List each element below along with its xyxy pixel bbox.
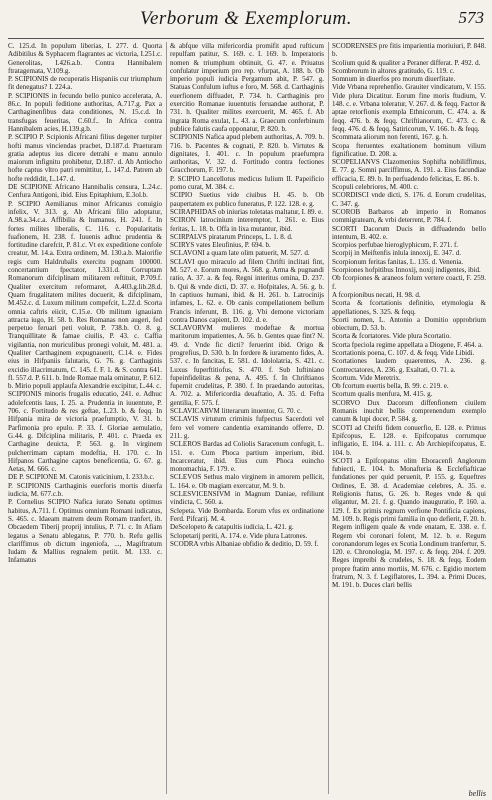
- index-column-left: [8, 42, 162, 794]
- index-entry: Scorta & fcortatores. Vide plura Scortatio.: [332, 332, 452, 341]
- index-entry: SCIRON latrocinium interemptor, I. 261. e. Eius feritas, L. 18. b. Offa in lixa mutantur, ibid.: [170, 216, 324, 233]
- index-column-middle: [166, 42, 324, 794]
- index-entry: SCORDISCI vnde dicti, S. 176. d. Eorum crudelitas, C. 347. g.: [332, 191, 486, 208]
- index-entry: DE P. SCIPIONE M. Catonis vaticinium, I. 233.b.c.: [8, 473, 155, 482]
- index-columns: [8, 42, 486, 794]
- page-number: 573: [458, 8, 484, 27]
- index-entry: SCORTI Dacorum Ducis in diffuadendo bello intentum, B. 402. e.: [332, 224, 486, 241]
- index-entry: Scortum. Vide Meretrix.: [332, 373, 401, 382]
- index-entry: SCLAVIS virtutum criminis fufpectus Sacerdoti vel fero vel vomere candentia examinando offerre, D. 211. g.: [170, 415, 324, 440]
- index-entry: SCLAVICARVM litterarum inuentor, G. 70. c.: [170, 407, 302, 416]
- index-entry: P. SCIPIO P. Scipionis Africani filius degener turpiter hofti manus vinciendas pracbet, D.187.d. Praeturam gratia adeptus ius dicere detrahi e manu annulo maiorum infignitu prohibetur, D.187. d. Ab Antiocho hofte captus vltro patri remittitur, L. 147.d. Patrem ab hofte reddidit, L.147. d.: [8, 133, 162, 183]
- index-entry: P. SCIPIONIS Carthaginis euerforis mortis diuerfa iudicia, M. 677.c.b.: [8, 481, 162, 499]
- index-entry: SCLAVORVM mulieres modeftae & mortua maritorum impatientes, A. 56. b. Gentes quae fint? N. 49. d. Vnde fic dicti? feruerint ibid. Origo & progrefius, D. 530. b. In fordere & iuramento fides, A. 537. c. In fancitas, E. 581. d. Idololatria, S. 421. c. Luxus fuperftitiofus, S. 470. f. Sub Iuftiniano fupeinfidelitas & pena, A. 495. f. In Chriftianos fupernit crudelitas, P. 380. f. In praedando autoritas, A. 702. a. Mifericordia deuaftatio, A. 35. d. Fefta gentilia, F. 575. f.: [170, 324, 324, 407]
- index-entry: DeScelopeto & catapultis iudicia, L. 421. g.: [170, 523, 294, 532]
- index-entry: SCLESVICENSIVM in Magnum Daniae, refiliunt vindicta, C. 560. a.: [170, 490, 324, 507]
- index-entry: A fcorpionibus necati, H. 98. d.: [332, 290, 421, 299]
- index-entry: Scorti nomen, L. Antonio a Domitio opprobrium obiectum, D. 53. b.: [332, 315, 486, 333]
- index-entry: Somnum in diuerfos pro morum diuerfitate.: [332, 75, 456, 84]
- index-entry: DE SCIPIONE Africano Hannibalis censura, L.24.c. Cenfura Antigoni, ibid. Eius Epitaphium, E.3ol.b.: [8, 183, 162, 200]
- index-entry: SCOTI ad Chrifti fidem conuerfio, E. 128. e. Primus Epifcopus, E. 128. e. Epifcopatus corrumque infligatio, E. 104. a. 111. c. Ab Archiepifcopatus, E. 104. b.: [332, 423, 486, 457]
- catchword: bellis: [468, 789, 486, 798]
- index-entry: SCIPIO Suetius vide ciuibus H. 45. b. Ob paupertatem ex publico funeratus, P. 122. 128. e. g.: [170, 191, 324, 208]
- index-entry: Scorpiones hofpitibus Innoxij, noxij indigentes, ibid.: [332, 266, 481, 275]
- index-entry: Scorpionum feritas fanitas, L. 135. d. Venenia.: [332, 257, 464, 266]
- index-entry: P. SCIPIO Aemilianus minor Africanus conuigio infelix, V. 313. g. Ab Africani filio adoptatur, A.98.a.34.c.a. Affibilia & humanus, H. 241. f. In fortes milites liberalis, C. 116. c. Popularitatis fuafionem, H. 238. f. Iuuenis adhuc prudentia & fortitudine clarefcit, P. 81.c. Vt ex expeditione confole creatur, M. 14.a. Extra ordinem, M. 130.a.b. Maiorifie regis cum Haldrubalis exercitu pugnam 100000. concertantium fpectator, I.331.d. Corruptam Romanorum difciplinam militarem reftituit, P.709.f. Qualiter exercitum reformaret, A.403.g.lib.28.d. Quam frugalitatem milites docuerit, & difciplinam, M.452.c. d. Luxum militum compefcit, L.22.d. Scorta omnia caftris eiicit, C.15.e. Ob militum ignauiam attracta iugo, H. 58. b. Res Romanas non augeri, fed perpetuo feruari peti voluit, P. 738.b. O. 8. g. Tranquillitate & famae ciuilis, P. 43. c. Caffia vigilantia, non muriculibus pronegi voluit, M. 481. a. Qualiter Carthaginem expugnauerit, C.14. e. Fides eius in Hifpaniis falutaris, G. 76. g. Carthaginis excidio illacrimatum, C. 145. f. F. 1. & S. contra 641. fl. 557.d. P. 611. b. Inde Romae mala ominatur, P. 612. b. Mirio populi applaufa Alexandrie excipitur, L.44. c.: [8, 199, 162, 391]
- index-entry: Ob fcortum euertis bella, B. 99. c. 219. e.: [332, 382, 449, 391]
- index-entry: SCOPELIANVS Clazomenius Sophifta nobiliffimus, E. 77. g. Somni parciffimus, A. 191. a. Eius facundiae efficacia, E. 89. b. In perfuadendo felicitas, E. 86. b.: [332, 158, 486, 183]
- index-entry: Scopuli celebriores, M. 400. c.: [332, 183, 419, 192]
- index-entry: P. SCIPIONIS de recuperatis Hispaniis cur triumphum fit denegatus? I. 224.a.: [8, 75, 162, 92]
- index-entry: SCOROB Barbaros ab imperio in Romanos commigrateam, & vrbi deterrent, P. 784. f.: [332, 207, 486, 225]
- index-entry: Ob fcorpiones & araneos folum vertere coacti, F. 259. f.: [332, 274, 486, 291]
- index-entry: Scorta fpeciola regime appellata a Diogene, F. 464. a.: [332, 340, 483, 349]
- index-entry: Vide Vrbana reprehenfio. Grauiter vindicatum, V. 155. Vide plura Dicatitur. Eorum fine moris ftudium, V. 148. c. e. Vrbana toleratur, V. 267. d. & feqq. Factor & aptae retorfionis exempla Ethnicorum, C. 474. a. & feqq. 476. b. & feqq. Chriftianorum, C. 473. c. & feqq. 476. d. & feqq. Satiricorum, V. 166. b. & feqq.: [332, 83, 486, 133]
- index-entry: Scortum qualis menfura, M. 415. g.: [332, 390, 433, 399]
- index-entry: Scortationes laudem quaerentes, A. 236. g. Contrectatores, A. 236. g. Exaltati, O. 71. a.: [332, 357, 486, 374]
- index-entry: Scorpij in Meiftenfis inlula innoxij, E. 347. d.: [332, 249, 461, 258]
- page-header: [0, 6, 492, 36]
- running-head: Verborum & Exemplorum.: [139, 8, 353, 29]
- index-entry: Scolium quid & qualiter a Peraner differat. P. 492. d.: [332, 58, 481, 67]
- index-entry: P. SCIPIONIS in fecundo bello punico accelerata, A. 86.c. In populi feditione authoritas, A.717.g. Pax a Carthaginenfibus data conditiones, N. 15.c.d. In transfugas feueritas, C.60.f.. In Africa contra Hannibalem acies, H.139.g.b.: [8, 91, 162, 133]
- index-entry: Scombrorum in altores gratitudo, G. 119. c.: [332, 66, 455, 75]
- index-entry: SCIRAPHIDAS ob iniurias toletatas maltatur, I. 89. e.: [170, 207, 323, 216]
- index-entry: SCLEVOS Sethus malo virginem in amorem pellicit, L. 164. e. Ob magiam exercatur, M. 9. b.: [170, 473, 324, 490]
- index-entry: Scommata aliorum non ferenti, 167. g. h.: [332, 133, 448, 142]
- index-entry: SCIRYS vates Eleufinius, P. 694. b.: [170, 241, 271, 250]
- index-entry: SCLAVI quo miraculo ad filem Chrifti inclitati fint, M. 527. e. Eorum mores, A. 568. g. Arma & pugnandi ratio, A. 37. a. & feq. Regni interitus omina, D. 237. b. Qui & vnde dicti, D. 37. e. Hofpitales, A. 56. g. b. In captiuos humani, ibid. & H. 261. b. Latrocinijs infames, L. 62. e. Ob canis compellationem bellum Francis inferunt, B. 116. g. Vbi demone victoriam contra Danos capient, D. 102. d. e.: [170, 257, 324, 324]
- index-entry: Sclopetarij periti, A. 174. e. Vide plura Latrones.: [170, 531, 308, 540]
- index-entry: Scorpios perfubae hieroglyphicum, F. 271. f.: [332, 241, 459, 250]
- index-entry: Sclepeta. Vide Bombarda. Eorum vfus ex ordinatione Ferd. Pifcarij. M. 4.: [170, 506, 324, 523]
- index-entry: SCIPIONIS Nafica apud plebem authoritas, A. 709. b. 716. b. Pacentes & cognati, P. 820. b. Virtutes & dignitates, I. 401. c. In populum praefumpra authoritas, V. 32. d. Fortitudo contra fectiones Gracchorum, F. 197. b.: [170, 133, 324, 175]
- index-entry: SCODRENSES pre fitis imparientia moriuiuri, P. 848. b.: [332, 42, 486, 59]
- index-entry: P. Cornelius SCIPIO Nafica iurato Senatu optimus habitus, A.711. f. Optimus omnium Romani iudicatus, S. 465. c. Idaeam matrem deum Romam tranfert, ib. Obcaedem Tiberij proprij intulius, P. 71. c. In Afiam legatus a Senatu ablegatus, P. 770. b. Refu gellis clariffimus ob dictum ingeniofa, ..., Magiftratum Iudam & Mallius regnalem petiit. M. 133. c. Infamatus: [8, 498, 162, 565]
- index-entry: P. SCIPIO Lancellotus medicus Iulium II. Papeificio pomo curat, M. 384. c.: [170, 174, 324, 192]
- index-entry: C. 125.d. In populum liberias, I. 277. d. Quorta Adibitilus & Syphacem flagrantes ac victoria, I.251.c. Generolitas, I.426.a.b. Contra Hannibalem ftratagemata, V.109.g.: [8, 42, 162, 75]
- index-entry: SCLAVONI a quam late olim patuerit, M. 527. d.: [170, 249, 310, 258]
- index-entry: Scorta & fcortationis definitio, etymologia & appellationes, S. 325. & feqq.: [332, 299, 486, 316]
- index-entry: SCOTI a Epifcopatus olim Eboracenfi Anglorum fubiecti, E. 104. b. Monafteria & Ecclefiafticae fundationes per quid peruenit, P. 155. g. Equeftres Ordines, E. 38. d. Academiae celebres, A. 35. e. Religionis ftatus, G. 26. b. Reges vnde & qui eligantur, M. 21. f. g. Quando inauguratio, P. 160. a. 129. f. Ex primis regnum verfione Pontificia capiens, M. 109. b. Regis primi familia in quo defierit, F. 20. b. Regem infligem quale & vnde enatam, E. 338. e. f. Regem vbi coronari folent, M. 12. b. e. Regum coronandorum leges ex Scotia Londinum tranfertur, S. 120. e. Chronologia, M. 197. c. & feqq. 204. f. 209. Reges impreibi & crudeles, S. 18. & feqq. Eodem propre ftatim anno mortiis, M. 676. c. Egidio mortem fratrum, N. 3. f. Legiflatores, L. 394. a. Primi Duces, M. 191. b. Duces clari bellis: [332, 456, 486, 590]
- header-rule: [8, 38, 484, 39]
- index-entry: Scortationis poena, C. 107. d. & feqq. Vide Libidi.: [332, 348, 475, 357]
- index-entry: SCIRPALVS piratarum Princeps, L. 1. 8. d.: [170, 232, 293, 241]
- index-entry: SCIPIONIS minoris frugalis educatio, 241. e. Adhuc adolefcentis laus, I. 25. a. Prudentia in iuuentute, P. 706. c. Fortitudo & res geftae, L.23. b. & feqq. In Hifpania mira de victoria praefumptio, V. 31. b. Parfimonia pro epulo. P. 33. f. Gloriae aemulatio, G.44. g. Difciplina militaris, P. 401. c. Praeda ex Carthagine deuicta, P. 563. g. In virginem pulcherrimam captam modeftia, H. 170. c. In Hifpanos Carthagine captos beneficentia, G. 67. g. Aetas, M. 666. c.: [8, 390, 162, 474]
- index-entry: SCLEROS Bardas ad Coliolis Saracenum confugit, L. 151. e. Cum Phoca partium imperium, ibid. Incarceratur, ibid. Eius cum Phoca euincho monomachia, F. 179. e.: [170, 440, 324, 474]
- index-column-right: [328, 42, 486, 794]
- index-entry: SCODRA vrbis Albaniae obfidio & deditio, D. 59. f.: [170, 539, 319, 548]
- index-entry: Scopa fteruentes exaltationem hominum vilium fignificatiue. D. 208. a.: [332, 141, 486, 158]
- index-entry: SCORVO Dux Dacorum diffenfionem ciuilem Romanis inuchit bellis comprenendum exemplo canum & lupi docer, P. 584. g.: [332, 398, 486, 424]
- index-entry: & abfque villa mifericordia promifit apud rufticum repulfam patitur, S. 169. c. I. 169. b. Imperatoris nomen & triumphum obtinuit, G. 47. e. Priuatus confulatur imperium pro rep. vfurpat, A. 188. b. Ob imperio populi iudicia Pergamum abit, P. 547. g. Statuas Confulum iuftus e foro, M. 568. d. Carthaginis euerfionem diffuadet, P. 734. h. Carthaginis pro exercitio Romanae iuuentutis feruandae authorat, P. 731. h. Qualiter milites exercuerit, M. 465. f. Ab ingrata Roma exulat, L. 43. a. Graecum conferbinum publice falutis caufa opponatur, P. 820. b.: [170, 42, 324, 133]
